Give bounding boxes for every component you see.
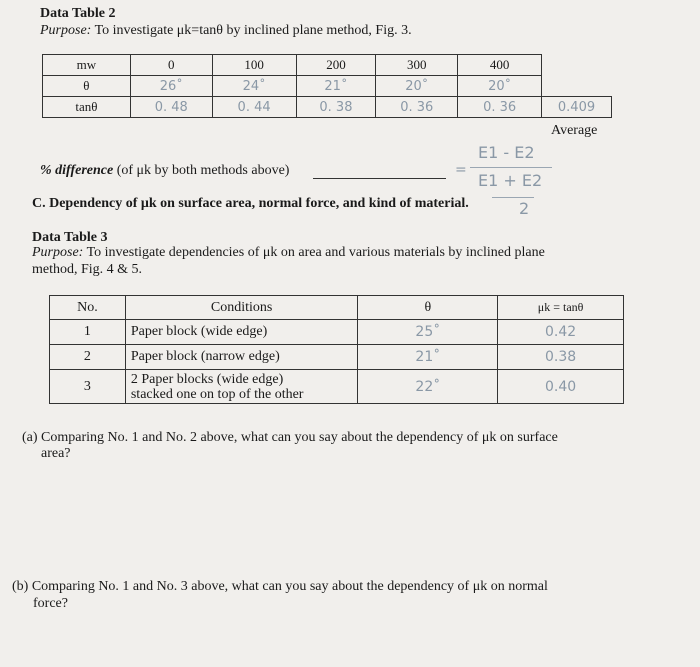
row-no: 1 [50,320,126,345]
data-table-2-title: Data Table 2 [40,6,116,21]
data-table-3-purpose-cont: method, Fig. 4 & 5. [32,262,143,277]
data-table-3-title: Data Table 3 [32,230,108,245]
purpose-text: To investigate dependencies of μk on area and various materials by inclined plane [86,245,545,260]
row-condition: Paper block (narrow edge) [125,345,358,370]
table-row [43,55,612,76]
percent-difference-line [40,163,289,179]
table-row [50,345,624,370]
row-mu: 0.40 [498,370,624,404]
purpose-label: Purpose: [40,23,92,38]
col-header-theta: θ [358,296,498,320]
data-table-2 [42,54,612,118]
purpose-label: Purpose: [32,245,84,260]
question-b: (b) Comparing No. 1 and No. 3 above, what can you say about the dependency of μk on normal [12,579,548,594]
data-table-2-purpose [40,23,412,39]
mass-cell: 400 [458,55,542,76]
section-c-heading: C. Dependency of μk on surface area, normal force, and kind of material. [32,196,469,211]
row-condition-line-2: stacked one on top of the other [130,386,304,402]
row-label-theta: θ [43,76,131,97]
question-a: (a) Comparing No. 1 and No. 2 above, what can you say about the dependency of μk on surface [22,430,558,445]
mass-cell: 100 [212,55,296,76]
row-mu: 0.42 [498,320,624,345]
tan-cell: 0. 48 [130,97,212,118]
table-row [43,97,612,118]
angle-cell: 20˚ [376,76,458,97]
table-row [43,76,612,97]
formula-half: 2 [519,199,530,218]
formula-bar [470,167,552,168]
row-label-mass: mw [43,55,131,76]
row-no: 3 [50,370,126,404]
angle-cell: 26˚ [130,76,212,97]
purpose-text: To investigate μk=tanθ by inclined plane method, Fig. 3. [94,23,412,38]
percent-difference-text: (of μk by both methods above) [116,163,290,178]
data-table-3 [49,295,624,404]
table-row [50,370,624,404]
formula-denominator: E1 + E2 [478,171,543,190]
angle-cell: 20˚ [458,76,542,97]
answer-line [313,178,446,179]
row-mu: 0.38 [498,345,624,370]
tan-cell: 0. 44 [212,97,296,118]
row-theta: 25˚ [358,320,498,345]
angle-cell: 21˚ [296,76,376,97]
tan-cell: 0. 36 [376,97,458,118]
table-row [50,320,624,345]
row-label-tan: tanθ [43,97,131,118]
row-condition: Paper block (wide edge) [125,320,358,345]
mass-cell: 200 [296,55,376,76]
formula-equals: = [455,162,467,178]
formula-bar-2 [492,197,534,198]
percent-difference-label: % difference [40,163,114,178]
question-b-cont: force? [33,596,68,611]
formula-numerator: E1 - E2 [478,143,535,162]
average-label: Average [551,123,598,138]
row-condition [125,370,358,404]
mass-cell: 300 [376,55,458,76]
row-theta: 21˚ [358,345,498,370]
average-value: 0.409 [542,97,612,118]
col-header-conditions: Conditions [125,296,358,320]
question-a-cont: area? [41,446,71,461]
table-header-row [50,296,624,320]
mass-cell: 0 [130,55,212,76]
row-condition-line-1: 2 Paper blocks (wide edge) [130,371,284,387]
col-header-mu: μk = tanθ [498,296,624,320]
row-no: 2 [50,345,126,370]
col-header-no: No. [50,296,126,320]
tan-cell: 0. 36 [458,97,542,118]
row-theta: 22˚ [358,370,498,404]
tan-cell: 0. 38 [296,97,376,118]
data-table-3-purpose [32,245,545,261]
angle-cell: 24˚ [212,76,296,97]
